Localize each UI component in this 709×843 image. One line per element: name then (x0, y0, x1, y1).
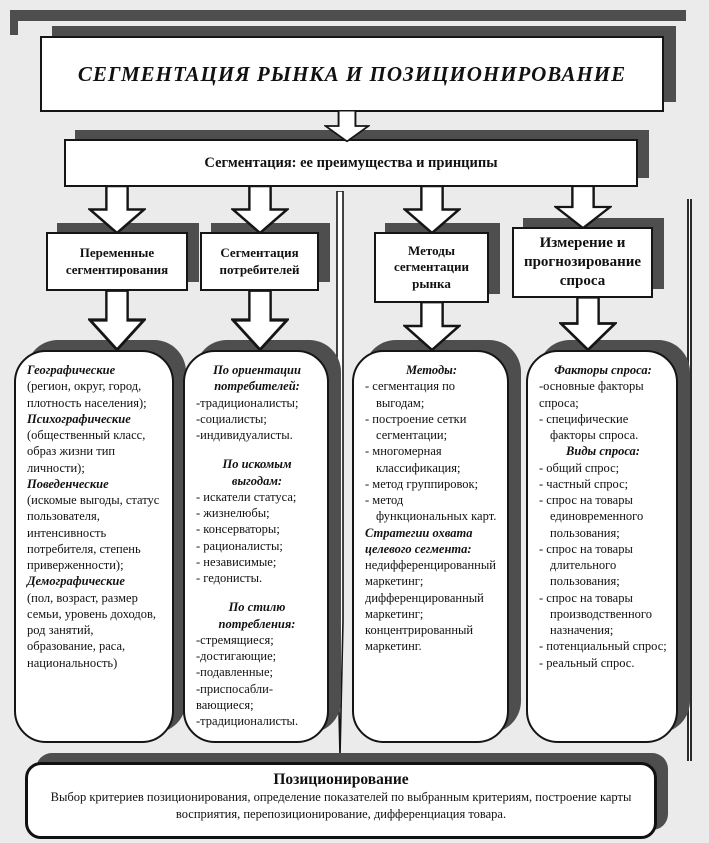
list-item: Факторы спроса: (554, 363, 652, 377)
right-divider-line (687, 199, 692, 761)
column-header-demand (512, 227, 653, 298)
panel-segmentation-methods (352, 350, 509, 743)
down-arrow-icon (403, 301, 461, 351)
list-item: - искатели статуса; (196, 489, 297, 504)
list-item: -традиционалисты; (196, 395, 299, 410)
down-arrow-icon (554, 185, 612, 229)
list-item: (регион, округ, город, плотность населения); (27, 379, 147, 410)
list-item: - специфические факторы спроса. (539, 411, 639, 442)
list-item: -достигающие; (196, 649, 277, 663)
list-item: - жизнелюбы; (196, 506, 270, 520)
list-item: - консерваторы; (196, 522, 280, 537)
panel-demand-measurement (526, 350, 678, 743)
subtitle-box (64, 139, 638, 187)
down-arrow-icon (324, 110, 370, 142)
column-header-label: Методы сегментации рынка (393, 243, 470, 291)
list-item: Виды спроса: (566, 444, 640, 459)
list-item: -стремящиеся; (196, 632, 274, 647)
positioning-title: Позиционирование (273, 771, 409, 788)
panel-segmentation-variables (14, 350, 174, 743)
down-arrow-icon (231, 289, 289, 351)
list-item: - метод группировок; (365, 476, 479, 491)
frame-top-border (10, 10, 686, 21)
list-item: -подавленные; (196, 665, 273, 680)
list-item: Поведенческие (27, 476, 109, 491)
list-item: - гедонисты. (196, 571, 263, 585)
list-item: (пол, возраст, размер семьи, уровень доходов, род занятий, образование, раса, национальность) (27, 590, 157, 670)
list-item: - общий спрос; (539, 460, 620, 475)
down-arrow-icon (559, 296, 617, 351)
column-header-consumers (200, 232, 319, 291)
list-item: Методы: (405, 363, 457, 377)
list-item: - реальный спрос. (539, 655, 635, 670)
column-header-methods (374, 232, 489, 303)
column-header-label: Переменные сегментирования (65, 245, 169, 277)
list-item: -традиционалисты. (196, 714, 299, 728)
down-arrow-icon (88, 185, 146, 234)
positioning-box (25, 762, 657, 839)
list-item: (общественный класс, образ жизни тип личности); (27, 428, 146, 475)
column-header-label: Измерение и прогнозирование спроса (523, 235, 642, 289)
list-item: Психографические (27, 411, 131, 426)
list-item: недифференцированный маркетинг; (365, 558, 496, 589)
panel-consumer-segmentation (183, 350, 329, 743)
list-item: - многомерная классификация; (365, 444, 461, 475)
list-item: - метод функциональных карт. (365, 493, 497, 524)
list-item: По искомым выгодам: (222, 457, 292, 488)
list-item: - спрос на товары единовременного пользования; (539, 493, 644, 540)
list-item: - рационалисты; (196, 538, 283, 553)
list-item: По стилю потребления: (218, 600, 296, 631)
column-header-variables (46, 232, 188, 291)
column-header-label: Сегментация потребителей (219, 245, 300, 277)
list-item: - спрос на товары производственного назначения; (539, 590, 652, 637)
list-item: - потенциальный спрос; (539, 639, 667, 654)
list-item: - частный спрос; (539, 476, 629, 491)
list-item: -приспосабли-вающиеся; (196, 681, 273, 712)
subtitle-text: Сегментация: ее преимущества и принципы (204, 154, 498, 171)
list-item: (искомые выгоды, статус пользователя, интенсивность потребителя, степень приверженности); (27, 493, 160, 572)
list-item: По ориентации потребителей: (213, 363, 301, 394)
list-item: - спрос на товары длительного пользования; (539, 541, 633, 589)
list-item: -социалисты; (196, 411, 267, 426)
down-arrow-icon (231, 185, 289, 234)
list-item: -основные факторы спроса; (539, 379, 644, 410)
list-item: Демографические (27, 574, 125, 589)
down-arrow-icon (88, 289, 146, 351)
list-item: Географические (27, 363, 116, 377)
list-item: - построение сетки сегментации; (365, 411, 467, 442)
long-down-arrow-icon (333, 191, 347, 758)
list-item: -индивидуалисты. (196, 428, 293, 442)
down-arrow-icon (403, 185, 461, 234)
list-item: Стратегии охвата целевого сегмента: (365, 525, 473, 556)
frame-left-border (10, 10, 18, 35)
page-title: СЕГМЕНТАЦИЯ РЫНКА И ПОЗИЦИОНИРОВАНИЕ (77, 61, 627, 86)
title-box (40, 36, 664, 112)
list-item: дифференцированный маркетинг; (365, 590, 484, 621)
positioning-description: Выбор критериев позиционирования, определение показателей по выбранным критериям, построение карты восприятия, перепозиционирование, дифференциация товара. (50, 790, 632, 821)
list-item: - сегментация по выгодам; (365, 379, 456, 410)
list-item: концентрированный маркетинг. (365, 623, 474, 654)
list-item: - независимые; (196, 554, 277, 569)
